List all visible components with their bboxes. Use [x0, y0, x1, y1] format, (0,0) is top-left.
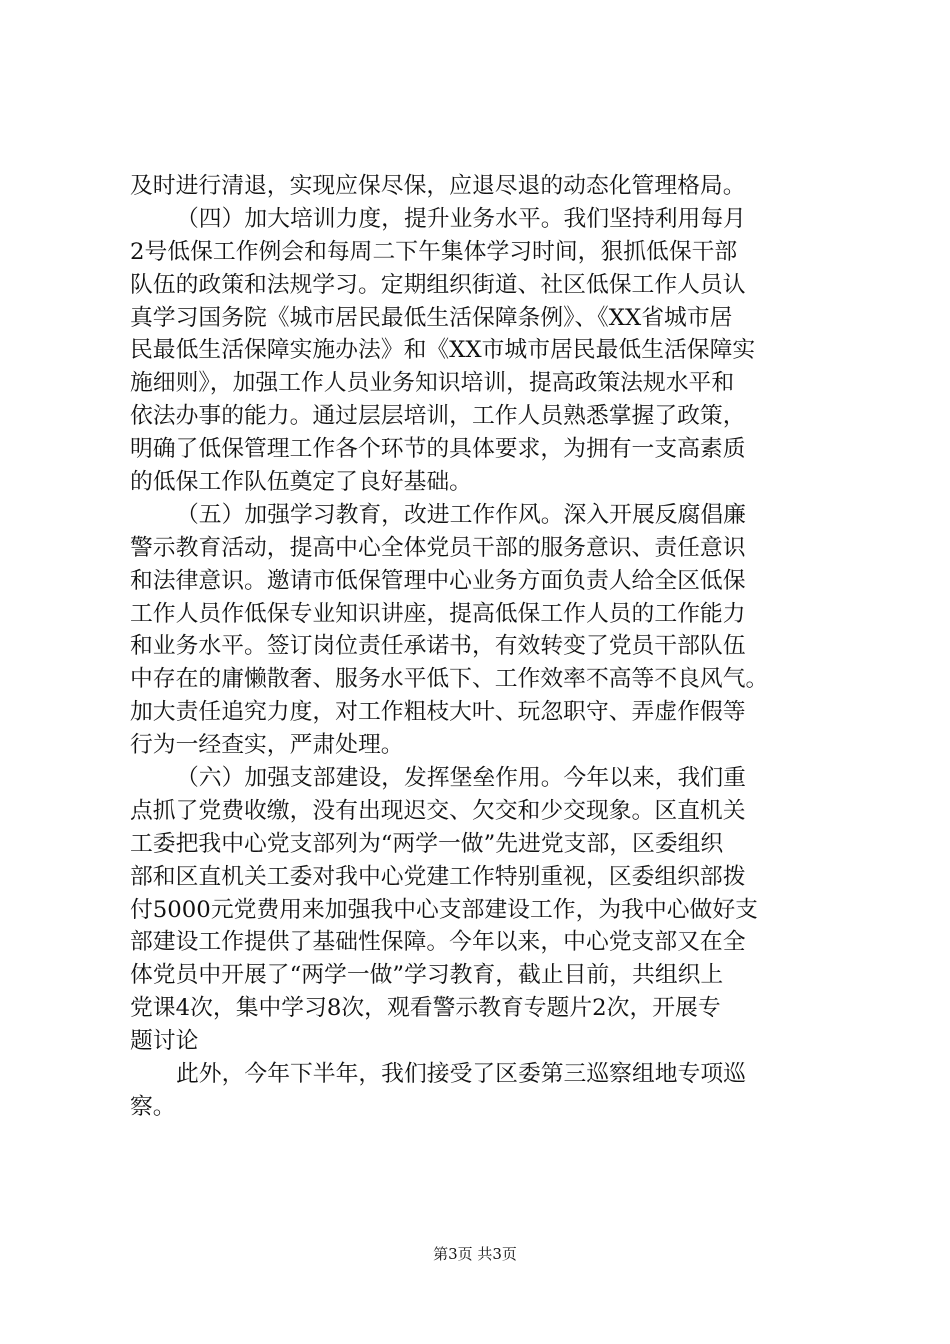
text-line: 警示教育活动，提高中心全体党员干部的服务意识、责任意识 [130, 534, 746, 561]
page-number: 第3页 共3页 [433, 1245, 517, 1263]
text-line: 工委把我中心党支部列为“两学一做”先进党支部，区委组织 [130, 830, 724, 857]
text-line: 题讨论 [130, 1028, 199, 1055]
text-line: 的低保工作队伍奠定了良好基础。 [130, 469, 472, 496]
text-line: 和业务水平。签订岗位责任承诺书，有效转变了党员干部队伍 [130, 633, 746, 660]
text-line: 付5000元党费用来加强我中心支部建设工作，为我中心做好支 [130, 896, 758, 923]
text-line: 和法律意识。邀请市低保管理中心业务方面负责人给全区低保 [130, 567, 746, 594]
text-line: 明确了低保管理工作各个环节的具体要求，为拥有一支高素质 [130, 436, 746, 463]
text-line: 队伍的政策和法规学习。定期组织街道、社区低保工作人员认 [130, 271, 746, 298]
text-line: 真学习国务院《城市居民最低生活保障条例》、《XX省城市居 [130, 304, 733, 331]
text-line: 此外，今年下半年，我们接受了区委第三巡察组地专项巡 [176, 1061, 746, 1088]
text-line: 及时进行清退，实现应保尽保，应退尽退的动态化管理格局。 [130, 173, 746, 199]
text-line: 民最低生活保障实施办法》和《XX市城市居民最低生活保障实 [130, 337, 756, 364]
text-line: （五）加强学习教育，改进工作作风。深入开展反腐倡廉 [176, 501, 746, 528]
text-line: 行为一经查实，严肃处理。 [130, 732, 404, 759]
text-line: 工作人员作低保专业知识讲座，提高低保工作人员的工作能力 [130, 600, 746, 627]
text-line: （四）加大培训力度，提升业务水平。我们坚持利用每月 [176, 205, 746, 232]
text-line: （六）加强支部建设，发挥堡垒作用。今年以来，我们重 [176, 765, 746, 792]
text-line: 2号低保工作例会和每周二下午集体学习时间，狠抓低保干部 [130, 238, 738, 265]
text-line: 党课4次，集中学习8次，观看警示教育专题片2次，开展专 [130, 995, 721, 1022]
text-line: 依法办事的能力。通过层层培训，工作人员熟悉掌握了政策， [130, 403, 746, 430]
text-line: 体党员中开展了“两学一做”学习教育，截止目前，共组织上 [130, 962, 724, 989]
text-line: 部和区直机关工委对我中心党建工作特别重视，区委组织部拨 [130, 863, 746, 890]
text-line: 察。 [130, 1093, 176, 1120]
text-line: 点抓了党费收缴，没有出现迟交、欠交和少交现象。区直机关 [130, 797, 746, 824]
page-footer [0, 1244, 950, 1264]
text-line: 施细则》，加强工作人员业务知识培训，提高政策法规水平和 [130, 370, 735, 397]
text-line: 部建设工作提供了基础性保障。今年以来，中心党支部又在全 [130, 929, 746, 956]
text-line: 中存在的庸懒散奢、服务水平低下、工作效率不高等不良风气。 [130, 666, 769, 693]
body-text [130, 170, 830, 1124]
text-line: 加大责任追究力度，对工作粗枝大叶、玩忽职守、弄虚作假等 [130, 699, 746, 726]
